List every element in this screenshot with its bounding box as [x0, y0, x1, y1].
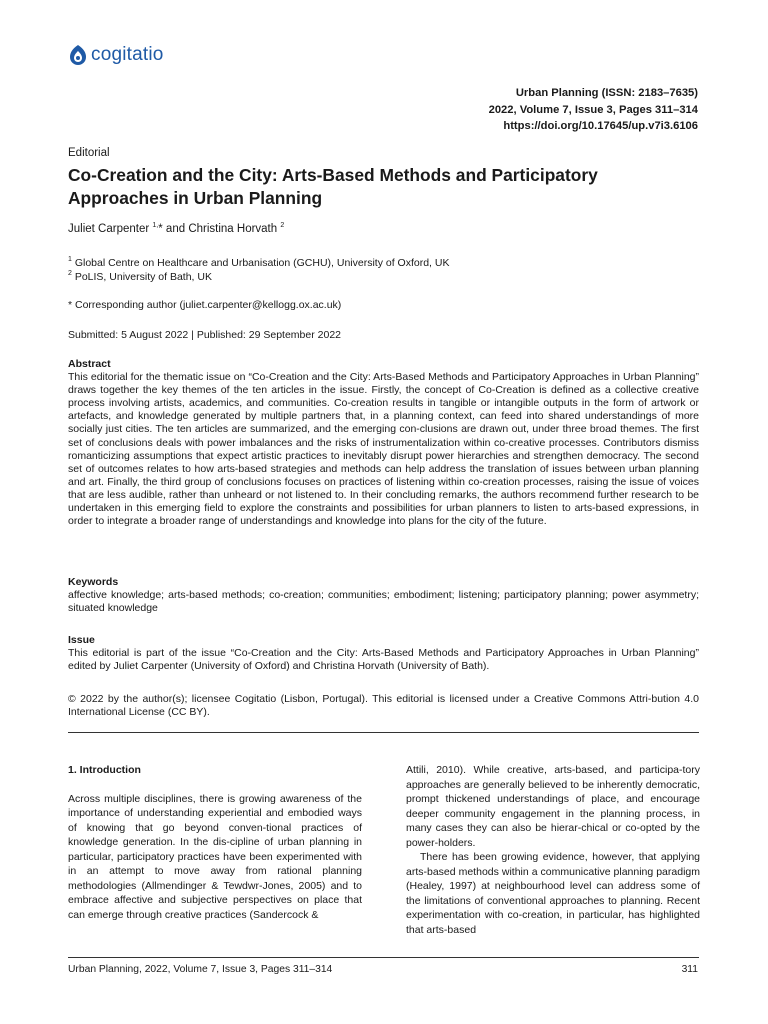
corresponding-mark: * [158, 223, 163, 235]
author-affiliation-mark: 2 [280, 222, 285, 229]
affiliations [68, 256, 449, 284]
body-paragraph: Attili, 2010). While creative, arts-based, and participa-tory approaches are generally believed to be inherently democratic, prompt thickened understandings of place, and encourage deeper community engagement in the planning process, in many cases they can also be hierar-chical or co-opted by the power-holders. [406, 764, 700, 849]
page-number: 311 [681, 964, 698, 975]
affiliation-number: 2 [68, 270, 72, 277]
journal-issn: Urban Planning (ISSN: 2183–7635) [515, 87, 698, 99]
corresponding-author: * Corresponding author (juliet.carpenter@kellogg.ox.ac.uk) [68, 299, 342, 311]
author-list [68, 223, 284, 235]
abstract-heading: Abstract [68, 358, 111, 370]
author-conjunction: and [165, 223, 186, 235]
affiliation-item [68, 270, 449, 284]
keywords-heading: Keywords [68, 576, 119, 588]
article-doi-link[interactable]: https://doi.org/10.17645/up.v7i3.6106 [503, 120, 698, 132]
author-name[interactable]: Juliet Carpenter [68, 223, 150, 235]
body-column-right [406, 763, 700, 937]
body-paragraph: Across multiple disciplines, there is growing awareness of the importance of understanding experiential and embodied ways of knowing that go beyond conven-tional practices of knowledge generation. In the dis-cipline of urban planning in particular, participatory practices have been experimented with in an attempt to move away from rational planning methodologies (Allmendinger & Tewdwr-Jones, 2005) and to embrace affective and subjective perspectives on place that can emerge through creative practices (Sandercock & [68, 792, 362, 921]
author-name[interactable]: Christina Horvath [188, 223, 278, 235]
license-text: © 2022 by the author(s); licensee Cogitatio (Lisbon, Portugal). This editorial is licensed under a Creative Commons Attri-bution 4.0 International License (CC BY). [68, 693, 699, 719]
issue-heading: Issue [68, 634, 95, 646]
footer-divider [68, 957, 699, 958]
publisher-name: cogitatio [91, 44, 164, 65]
article-type: Editorial [68, 147, 110, 159]
journal-volume: 2022, Volume 7, Issue 3, Pages 311–314 [488, 103, 698, 116]
footer-citation: Urban Planning, 2022, Volume 7, Issue 3, Pages 311–314 [68, 964, 333, 975]
header-divider [68, 732, 699, 733]
cogitatio-logo-icon [68, 44, 88, 66]
publication-dates: Submitted: 5 August 2022 | Published: 29 September 2022 [68, 329, 341, 341]
body-column-left [68, 763, 362, 922]
issue-text: This editorial is part of the issue “Co-Creation and the City: Arts-Based Methods and Participatory Approaches in Urban Planning” edited by Juliet Carpenter (University of Oxford) and Christina Horvath (University of Bath). [68, 647, 699, 673]
body-paragraph: There has been growing evidence, however, that applying arts-based methods within a communicative planning paradigm (Healey, 1997) at neighbourhood level can address some of the limitations of conventional approaches to planning. Recent experimentation with co-creation, in particular, has highlighted that arts-based [406, 851, 700, 936]
issue-section [68, 634, 699, 673]
affiliation-number: 1 [68, 256, 72, 263]
affiliation-text: Global Centre on Healthcare and Urbanisation (GCHU), University of Oxford, UK [74, 257, 450, 269]
affiliation-item [68, 256, 449, 270]
author-affiliation-mark: 1, [152, 222, 159, 229]
license-section [68, 693, 699, 719]
section-heading: 1. Introduction [68, 764, 141, 776]
journal-info [489, 85, 698, 135]
article-title: Co-Creation and the City: Arts-Based Methods and Participatory Approaches in Urban Planning [68, 165, 598, 208]
keywords-text: affective knowledge; arts-based methods; co-creation; communities; embodiment; listening; participatory planning; power asymmetry; situated knowledge [68, 589, 699, 615]
publisher-logo [68, 44, 164, 66]
keywords-section [68, 576, 699, 615]
abstract-text: This editorial for the thematic issue on “Co-Creation and the City: Arts-Based Methods and Participatory Approaches in Urban Planning” draws together the key themes of the ten articles in the issue. Firstly, the concept of Co-Creation is defined as a collective creative process involving artists, academics, and communities. Co-creation results in tangible or intangible outputs in the form of artwork or artefacts, and knowledge generated by multiple partners that, in a planning context, can feed into shared understandings of more socially just cities. The ten articles are summarized, and the emerging con-clusions are drawn out, under three broad themes. The first set of conclusions deals with power imbalances and the risks of instrumentalization within co-creative processes. Contributors dismiss romanticizing assumptions that expect artistic practices to inevitably disrupt power hierarchies and strengthen democracy. The second set of outcomes relates to how arts-based strategies and methods can help address the translation of issues between urban planning and art. Finally, the third group of conclusions focuses on practices of listening within co-creation processes, raising the issue of voices that are less audible, rather than unheard or not listened to. In their concluding remarks, the authors recommend further research to be undertaken in this emerging field to explore the constraints and possibilities for urban planners to listen to arts-based expressions, in order to integrate a broader range of understandings and knowledge into plans for the city of the future. [68, 371, 699, 528]
affiliation-text: PoLIS, University of Bath, UK [74, 271, 212, 283]
abstract-section [68, 358, 699, 528]
